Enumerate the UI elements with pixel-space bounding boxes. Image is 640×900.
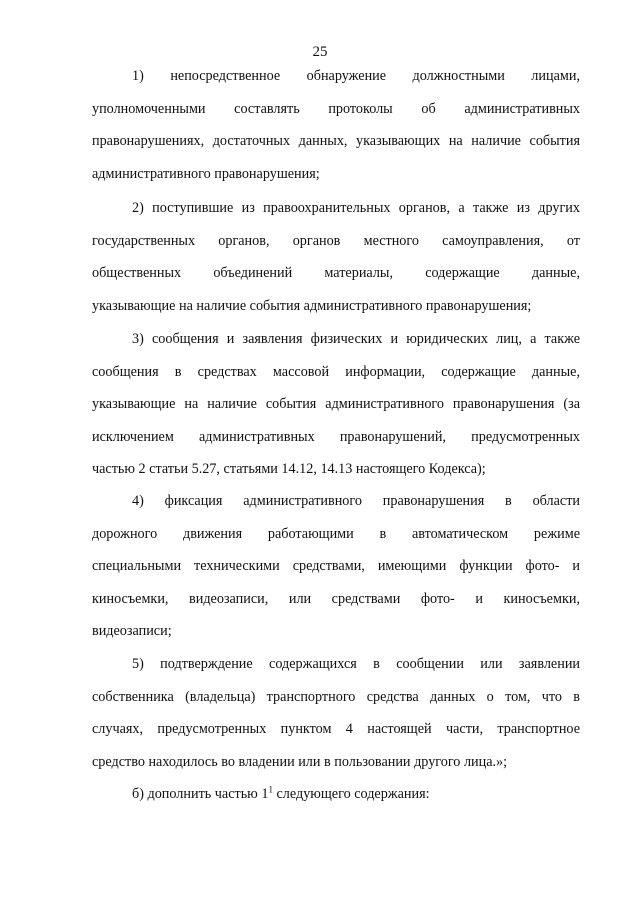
paragraph-3 xyxy=(92,323,580,486)
superscript-index: 1 xyxy=(268,784,273,795)
amendment-text xyxy=(92,778,580,811)
paragraph-line: 3) сообщения и заявления физических и юридических лиц, а также xyxy=(132,331,580,347)
amendment-text-start: б) дополнить частью 1 xyxy=(132,786,269,802)
paragraph-4 xyxy=(92,485,580,648)
paragraph-5 xyxy=(92,648,580,778)
paragraph-line: 4) фиксация административного правонарушения в области xyxy=(132,493,580,509)
paragraph-line: киносъемки, видеозаписи, или средствами фото- и киносъемки, xyxy=(92,590,580,607)
paragraph-line: частью 2 статьи 5.27, статьями 14.12, 14.13 настоящего Кодекса); xyxy=(92,461,486,478)
amendment-line xyxy=(92,778,580,811)
paragraph-line: государственных органов, органов местного самоуправления, от xyxy=(92,232,580,249)
paragraph-line: указывающие на наличие события административного правонарушения (за xyxy=(92,396,580,413)
paragraph-line: сообщения в средствах массовой информации, содержащие данные, xyxy=(92,363,580,380)
paragraph-line: средство находилось во владении или в пользовании другого лица.»; xyxy=(92,753,508,770)
paragraph-line: собственника (владельца) транспортного средства данных о том, что в xyxy=(92,688,580,705)
paragraph-line: 1) непосредственное обнаружение должностными лицами, xyxy=(132,68,580,84)
paragraph-line: 2) поступившие из правоохранительных органов, а также из других xyxy=(132,200,580,216)
paragraph-line: правонарушениях, достаточных данных, указывающих на наличие события xyxy=(92,133,580,150)
page-number: 25 xyxy=(312,44,328,60)
paragraph-2 xyxy=(92,192,580,322)
amendment-text-end: следующего содержания: xyxy=(272,786,430,802)
paragraph-line: указывающие на наличие события административного правонарушения; xyxy=(92,297,532,314)
paragraph-line: 5) подтверждение содержащихся в сообщении или заявлении xyxy=(132,656,580,672)
paragraph-1 xyxy=(92,60,580,190)
paragraph-line: случаях, предусмотренных пунктом 4 настоящей части, транспортное xyxy=(92,721,580,738)
paragraph-line: общественных объединений материалы, содержащие данные, xyxy=(92,265,580,282)
paragraph-line: уполномоченными составлять протоколы об административных xyxy=(92,100,580,117)
paragraph-line: дорожного движения работающими в автоматическом режиме xyxy=(92,525,580,542)
paragraph-line: видеозаписи; xyxy=(92,623,172,640)
paragraph-line: административного правонарушения; xyxy=(92,165,320,182)
paragraph-line: специальными техническими средствами, имеющими функции фото- и xyxy=(92,558,580,575)
paragraph-line: исключением административных правонарушений, предусмотренных xyxy=(92,428,580,445)
